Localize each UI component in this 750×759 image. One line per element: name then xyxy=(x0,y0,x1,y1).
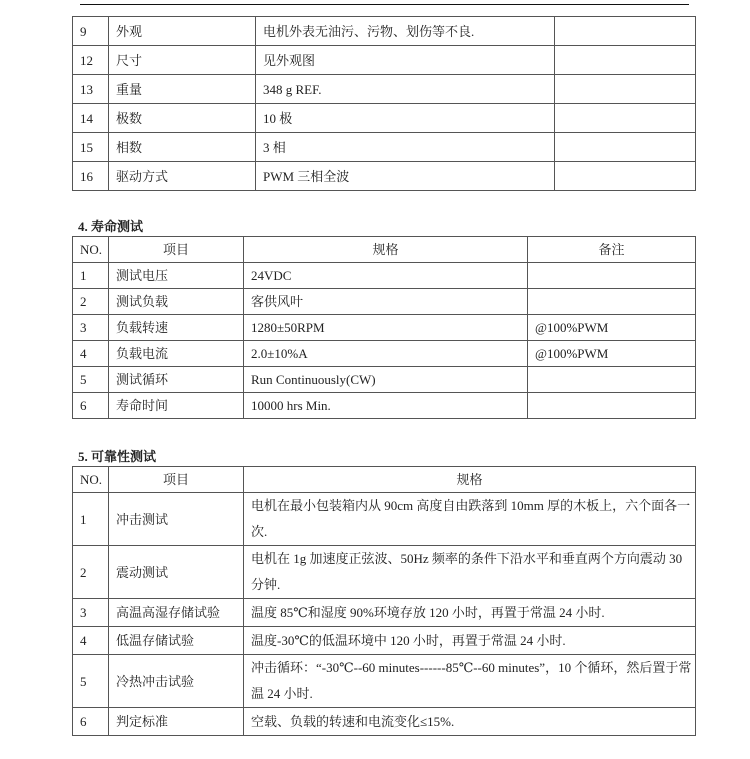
row-note xyxy=(528,289,696,315)
row-item: 极数 xyxy=(109,104,256,133)
table-row xyxy=(73,493,696,546)
table-row xyxy=(73,627,696,655)
row-note xyxy=(555,162,696,191)
header-no: NO. xyxy=(73,467,109,493)
row-spec: 1280±50RPM xyxy=(244,315,528,341)
row-spec: 2.0±10%A xyxy=(244,341,528,367)
row-item: 判定标准 xyxy=(109,708,244,736)
row-item: 测试负载 xyxy=(109,289,244,315)
row-spec: 电机在 1g 加速度正弦波、50Hz 频率的条件下沿水平和垂直两个方向震动 30 分钟. xyxy=(244,546,696,599)
row-spec: 温度 85℃和湿度 90%环境存放 120 小时，再置于常温 24 小时. xyxy=(244,599,696,627)
table-row xyxy=(73,393,696,419)
row-item: 负载转速 xyxy=(109,315,244,341)
spec-table-continued xyxy=(72,16,696,191)
table-row xyxy=(73,75,696,104)
section-title-life-test: 4. 寿命测试 xyxy=(78,219,144,234)
table-header-row xyxy=(73,467,696,493)
row-item: 负载电流 xyxy=(109,341,244,367)
row-item: 测试循环 xyxy=(109,367,244,393)
table-row xyxy=(73,46,696,75)
table-row xyxy=(73,17,696,46)
row-item: 相数 xyxy=(109,133,256,162)
table-row xyxy=(73,289,696,315)
header-no: NO. xyxy=(73,237,109,263)
table-row xyxy=(73,599,696,627)
row-spec: 冲击循环：“-30℃--60 minutes------85℃--60 minutes”，10 个循环，然后置于常温 24 小时. xyxy=(244,655,696,708)
row-no: 9 xyxy=(73,17,109,46)
row-item: 重量 xyxy=(109,75,256,104)
row-item: 低温存储试验 xyxy=(109,627,244,655)
row-no: 14 xyxy=(73,104,109,133)
row-spec: 24VDC xyxy=(244,263,528,289)
row-item: 高温高湿存储试验 xyxy=(109,599,244,627)
row-item: 冷热冲击试验 xyxy=(109,655,244,708)
row-spec: 3 相 xyxy=(256,133,555,162)
row-spec: 10 极 xyxy=(256,104,555,133)
header-note: 备注 xyxy=(528,237,696,263)
header-spec: 规格 xyxy=(244,237,528,263)
row-note xyxy=(555,75,696,104)
row-no: 16 xyxy=(73,162,109,191)
table-row xyxy=(73,162,696,191)
table-row xyxy=(73,546,696,599)
row-item: 测试电压 xyxy=(109,263,244,289)
row-spec: 见外观图 xyxy=(256,46,555,75)
table-row xyxy=(73,263,696,289)
header-item: 项目 xyxy=(109,237,244,263)
row-no: 12 xyxy=(73,46,109,75)
row-spec: Run Continuously(CW) xyxy=(244,367,528,393)
row-no: 3 xyxy=(73,599,109,627)
row-note xyxy=(528,393,696,419)
header-item: 项目 xyxy=(109,467,244,493)
row-item: 寿命时间 xyxy=(109,393,244,419)
header-rule xyxy=(80,4,689,5)
table-row xyxy=(73,104,696,133)
table-row xyxy=(73,315,696,341)
header-spec: 规格 xyxy=(244,467,696,493)
row-item: 震动测试 xyxy=(109,546,244,599)
row-no: 3 xyxy=(73,315,109,341)
row-no: 1 xyxy=(73,263,109,289)
section-title-reliability-test: 5. 可靠性测试 xyxy=(78,449,157,464)
table-row xyxy=(73,367,696,393)
row-item: 驱动方式 xyxy=(109,162,256,191)
row-spec: PWM 三相全波 xyxy=(256,162,555,191)
row-spec: 电机在最小包装箱内从 90cm 高度自由跌落到 10mm 厚的木板上，六个面各一次. xyxy=(244,493,696,546)
table-header-row xyxy=(73,237,696,263)
row-spec: 10000 hrs Min. xyxy=(244,393,528,419)
row-item: 冲击测试 xyxy=(109,493,244,546)
row-no: 2 xyxy=(73,546,109,599)
row-spec: 客供风叶 xyxy=(244,289,528,315)
row-no: 6 xyxy=(73,708,109,736)
row-no: 2 xyxy=(73,289,109,315)
table-row xyxy=(73,133,696,162)
row-spec: 电机外表无油污、污物、划伤等不良. xyxy=(256,17,555,46)
row-no: 5 xyxy=(73,367,109,393)
row-note xyxy=(555,46,696,75)
row-no: 13 xyxy=(73,75,109,104)
row-note xyxy=(555,104,696,133)
row-note: @100%PWM xyxy=(528,341,696,367)
life-test-table xyxy=(72,236,696,419)
row-note xyxy=(555,133,696,162)
row-no: 6 xyxy=(73,393,109,419)
table-row xyxy=(73,341,696,367)
row-note xyxy=(555,17,696,46)
row-no: 4 xyxy=(73,341,109,367)
row-no: 15 xyxy=(73,133,109,162)
row-no: 1 xyxy=(73,493,109,546)
row-item: 外观 xyxy=(109,17,256,46)
row-note: @100%PWM xyxy=(528,315,696,341)
row-item: 尺寸 xyxy=(109,46,256,75)
row-note xyxy=(528,263,696,289)
reliability-test-table xyxy=(72,466,696,736)
row-spec: 温度-30℃的低温环境中 120 小时，再置于常温 24 小时. xyxy=(244,627,696,655)
table-row xyxy=(73,655,696,708)
row-spec: 空载、负载的转速和电流变化≤15%. xyxy=(244,708,696,736)
row-note xyxy=(528,367,696,393)
row-no: 4 xyxy=(73,627,109,655)
row-spec: 348 g REF. xyxy=(256,75,555,104)
table-row xyxy=(73,708,696,736)
row-no: 5 xyxy=(73,655,109,708)
